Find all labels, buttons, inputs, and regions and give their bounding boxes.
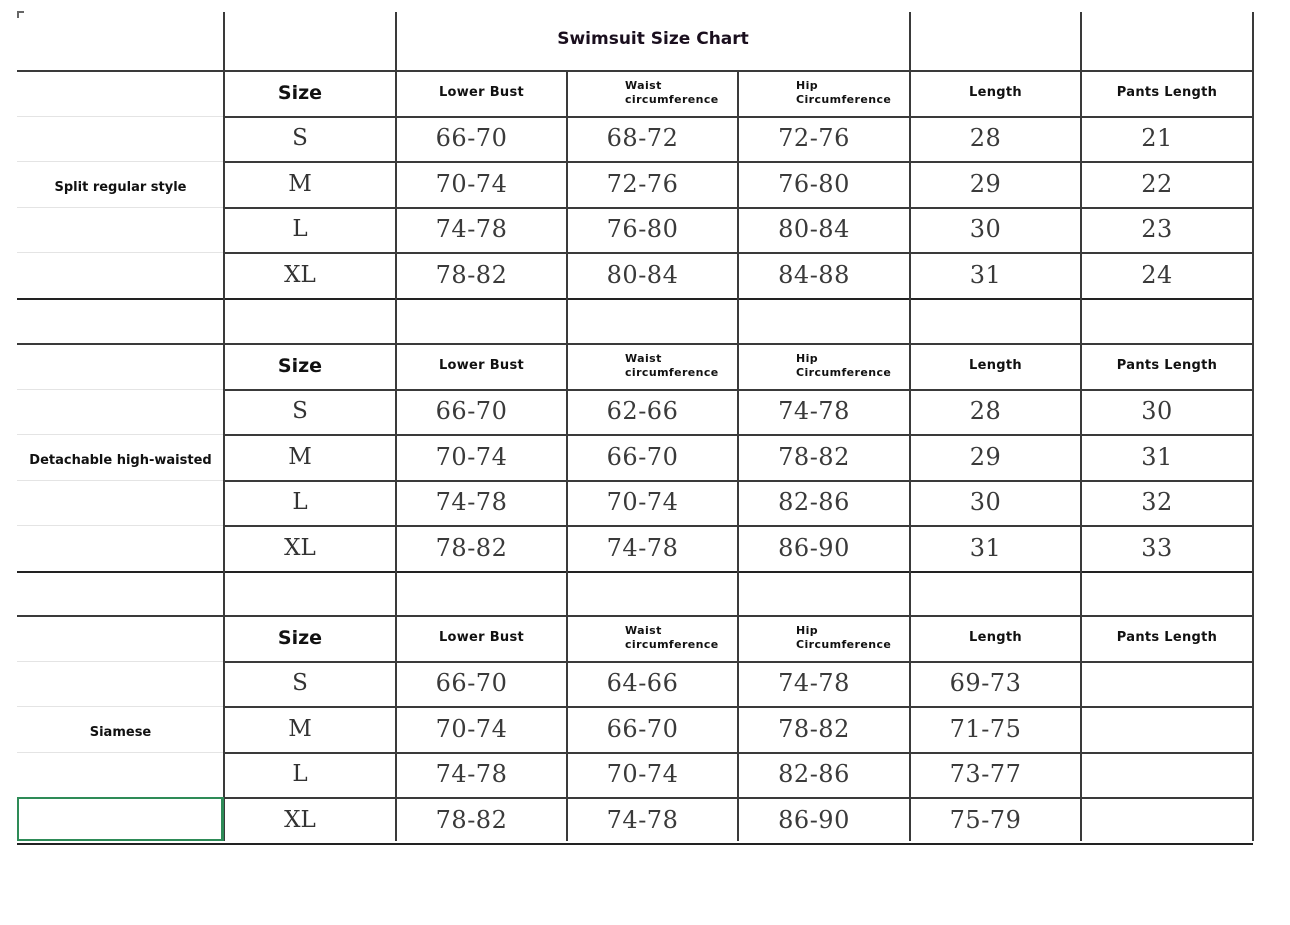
value-cell-pants-length[interactable]: 24 (1141, 260, 1173, 289)
column-header-size: Size (277, 81, 323, 104)
value-cell-hip[interactable]: 80-84 (778, 215, 850, 244)
size-cell[interactable]: S (292, 125, 308, 152)
column-header-pants-length: Pants Length (1116, 358, 1218, 374)
column-header-lower-bust: Lower Bust (438, 630, 525, 646)
value-cell-hip[interactable]: 78-82 (778, 714, 850, 743)
column-header-size: Size (277, 354, 323, 377)
size-cell[interactable]: XL (284, 534, 316, 561)
size-cell[interactable]: S (292, 398, 308, 425)
chart-title: Swimsuit Size Chart (557, 29, 749, 49)
value-cell-pants-length[interactable]: 21 (1141, 124, 1173, 153)
size-cell[interactable]: L (292, 761, 308, 788)
group-label: Siamese (89, 725, 152, 740)
value-cell-lower-bust[interactable]: 74-78 (435, 215, 508, 244)
value-cell-length[interactable]: 28 (969, 124, 1002, 153)
column-header-pants-length: Pants Length (1116, 85, 1218, 101)
value-cell-length[interactable]: 29 (969, 442, 1002, 471)
value-cell-length[interactable]: 73-77 (949, 760, 1022, 789)
value-cell-length[interactable]: 31 (969, 533, 1002, 562)
value-cell-waist[interactable]: 64-66 (606, 669, 679, 698)
column-gridline (1252, 12, 1254, 841)
value-cell-pants-length[interactable]: 31 (1141, 442, 1173, 471)
value-cell-pants-length[interactable]: 32 (1141, 488, 1173, 517)
value-cell-pants-length[interactable]: 22 (1141, 169, 1173, 198)
size-cell[interactable]: M (288, 443, 312, 470)
size-cell[interactable]: M (288, 170, 312, 197)
value-cell-length[interactable]: 30 (969, 215, 1002, 244)
value-cell-lower-bust[interactable]: 66-70 (435, 397, 508, 426)
value-cell-lower-bust[interactable]: 78-82 (435, 260, 508, 289)
value-cell-waist[interactable]: 74-78 (606, 533, 679, 562)
value-cell-hip[interactable]: 74-78 (778, 669, 850, 698)
group-label: Split regular style (54, 180, 187, 195)
size-cell[interactable]: XL (284, 806, 316, 833)
value-cell-waist[interactable]: 70-74 (606, 488, 679, 517)
column-header-length: Length (969, 630, 1022, 646)
value-cell-pants-length[interactable] (1081, 752, 1233, 798)
value-cell-waist[interactable]: 66-70 (606, 442, 679, 471)
value-cell-lower-bust[interactable]: 74-78 (435, 760, 508, 789)
value-cell-waist[interactable]: 70-74 (606, 760, 679, 789)
size-cell[interactable]: XL (284, 261, 316, 288)
column-header-waist: Waist circumference (625, 623, 719, 651)
value-cell-waist[interactable]: 62-66 (606, 397, 679, 426)
value-cell-hip[interactable]: 84-88 (778, 260, 850, 289)
group-label: Detachable high-waisted (29, 453, 212, 468)
row-gridline (17, 843, 1253, 845)
column-header-hip: Hip Circumference (796, 351, 892, 379)
value-cell-lower-bust[interactable]: 66-70 (435, 669, 508, 698)
value-cell-lower-bust[interactable]: 70-74 (435, 169, 508, 198)
column-header-waist: Waist circumference (625, 78, 719, 106)
value-cell-hip[interactable]: 86-90 (778, 805, 850, 834)
value-cell-waist[interactable]: 72-76 (606, 169, 679, 198)
value-cell-hip[interactable]: 72-76 (778, 124, 850, 153)
value-cell-pants-length[interactable] (1081, 706, 1233, 752)
value-cell-lower-bust[interactable]: 70-74 (435, 442, 508, 471)
value-cell-hip[interactable]: 74-78 (778, 397, 850, 426)
value-cell-pants-length[interactable]: 30 (1141, 397, 1173, 426)
value-cell-lower-bust[interactable]: 78-82 (435, 533, 508, 562)
column-header-size: Size (277, 626, 323, 649)
column-header-lower-bust: Lower Bust (438, 358, 525, 374)
column-header-hip: Hip Circumference (796, 78, 892, 106)
select-all-corner[interactable] (17, 11, 24, 18)
size-cell[interactable]: M (288, 715, 312, 742)
selected-cell[interactable] (17, 797, 224, 841)
value-cell-length[interactable]: 28 (969, 397, 1002, 426)
size-cell[interactable]: S (292, 670, 308, 697)
size-cell[interactable]: L (292, 216, 308, 243)
value-cell-length[interactable]: 29 (969, 169, 1002, 198)
value-cell-waist[interactable]: 80-84 (606, 260, 679, 289)
value-cell-length[interactable]: 69-73 (949, 669, 1022, 698)
value-cell-waist[interactable]: 66-70 (606, 714, 679, 743)
column-header-hip: Hip Circumference (796, 623, 892, 651)
value-cell-lower-bust[interactable]: 66-70 (435, 124, 508, 153)
value-cell-length[interactable]: 71-75 (949, 714, 1022, 743)
value-cell-hip[interactable]: 82-86 (778, 760, 850, 789)
value-cell-pants-length[interactable] (1081, 797, 1233, 843)
column-header-lower-bust: Lower Bust (438, 85, 525, 101)
value-cell-lower-bust[interactable]: 70-74 (435, 714, 508, 743)
column-header-length: Length (969, 358, 1022, 374)
value-cell-length[interactable]: 75-79 (949, 805, 1022, 834)
value-cell-pants-length[interactable]: 33 (1141, 533, 1173, 562)
value-cell-hip[interactable]: 78-82 (778, 442, 850, 471)
value-cell-hip[interactable]: 82-86 (778, 488, 850, 517)
row-gridline (17, 298, 1253, 300)
value-cell-length[interactable]: 31 (969, 260, 1002, 289)
row-gridline (17, 571, 1253, 573)
value-cell-pants-length[interactable]: 23 (1141, 215, 1173, 244)
value-cell-length[interactable]: 30 (969, 488, 1002, 517)
value-cell-waist[interactable]: 74-78 (606, 805, 679, 834)
value-cell-hip[interactable]: 86-90 (778, 533, 850, 562)
value-cell-waist[interactable]: 68-72 (606, 124, 679, 153)
value-cell-lower-bust[interactable]: 78-82 (435, 805, 508, 834)
value-cell-waist[interactable]: 76-80 (606, 215, 679, 244)
value-cell-pants-length[interactable] (1081, 661, 1233, 707)
column-header-waist: Waist circumference (625, 351, 719, 379)
column-header-pants-length: Pants Length (1116, 630, 1218, 646)
size-cell[interactable]: L (292, 489, 308, 516)
value-cell-hip[interactable]: 76-80 (778, 169, 850, 198)
column-header-length: Length (969, 85, 1022, 101)
value-cell-lower-bust[interactable]: 74-78 (435, 488, 508, 517)
